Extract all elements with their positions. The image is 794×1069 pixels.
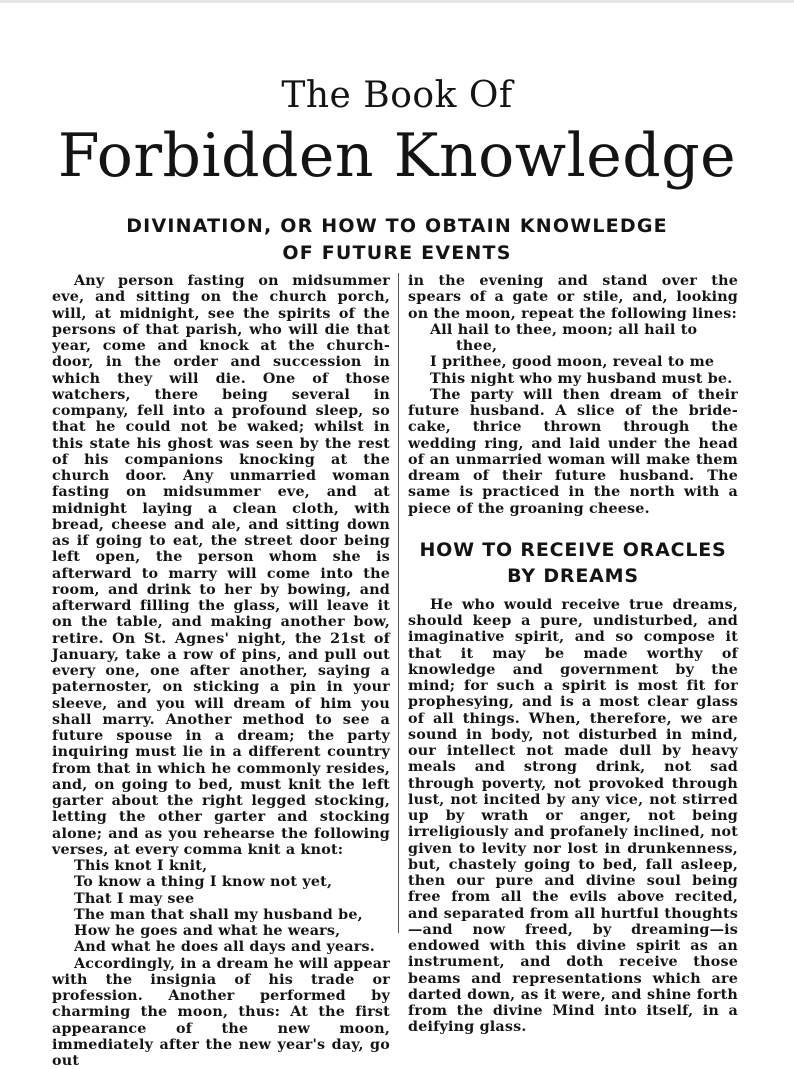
verse-line: This knot I knit, <box>74 858 390 874</box>
left-verse <box>52 858 390 956</box>
verse-line: This night who my husband must be. <box>430 371 738 387</box>
verse-line: The man that shall my husband be, <box>74 907 390 923</box>
verse-line: That I may see <box>74 891 390 907</box>
verse-line: All hail to thee, moon; all hail to <box>430 322 738 338</box>
right-paragraph-1: in the evening and stand over the spears of a gate or stile, and, looking on the moon, repeat the following lines: <box>408 273 738 322</box>
column-divider <box>398 273 399 933</box>
title-line-2: Forbidden Knowledge <box>0 118 794 194</box>
section-heading-line-1: HOW TO RECEIVE ORACLES <box>408 537 738 563</box>
verse-line: And what he does all days and years. <box>74 939 390 955</box>
scan-edge <box>0 0 794 3</box>
subtitle-line-1: DIVINATION, OR HOW TO OBTAIN KNOWLEDGE <box>0 213 794 240</box>
section-heading-line-2: BY DREAMS <box>408 563 738 589</box>
section-heading <box>408 537 738 589</box>
right-column <box>408 273 738 1036</box>
verse-line: thee, <box>430 338 738 354</box>
right-paragraph-2: The party will then dream of their future husband. A slice of the bride-cake, thrice thrown through the wedding ring, and laid under the head of an unmarried woman will make them dream of their future husband. The same is practiced in the north with a piece of the groaning cheese. <box>408 387 738 517</box>
right-verse <box>408 322 738 387</box>
verse-line: To know a thing I know not yet, <box>74 874 390 890</box>
right-paragraph-3: He who would receive true dreams, should keep a pure, undisturbed, and imaginative spirit, and so compose it that it may be made worthy of knowledge and government by the mind; for such a spirit is most fit for prophesying, and is a most clear glass of all things. When, therefore, we are sound in body, not disturbed in mind, our intellect not made dull by heavy meals and strong drink, not sad through poverty, not provoked through lust, not incited by any vice, not stirred up by wrath or anger, not being irreligiously and profanely inclined, not given to levity nor lost in drunkenness, but, chastely going to bed, fall asleep, then our pure and divine soul being free from all the evils above recited, and separated from all hurtful thoughts—and now freed, by dreaming—is endowed with this divine spirit as an instrument, and doth receive those beams and representations which are darted down, as it were, and shine forth from the divine Mind into itself, in a deifying glass. <box>408 597 738 1036</box>
verse-line: How he goes and what he wears, <box>74 923 390 939</box>
left-paragraph-1: Any person fasting on midsummer eve, and sitting on the church porch, will, at midnight, see the spirits of the persons of that parish, who will die that year, come and knock at the church-door, in the order and succession in which they will die. One of those watchers, there being several in company, fell into a profound sleep, so that he could not be waked; whilst in this state his ghost was seen by the rest of his companions knocking at the church door. Any unmarried woman fasting on midsummer eve, and at midnight laying a clean cloth, with bread, cheese and ale, and sitting down as if going to eat, the street door being left open, the person whom she is afterward to marry will come into the room, and drink to her by bowing, and afterward filling the glass, will leave it on the table, and making another bow, retire. On St. Agnes' night, the 21st of January, take a row of pins, and pull out every one, one after another, saying a paternoster, on sticking a pin in your sleeve, and you will dream of him you shall marry. Another method to see a future spouse in a dream; the party inquiring must lie in a different country from that in which he commonly resides, and, on going to bed, must knit the left garter about the right legged stocking, letting the other garter and stocking alone; and as you rehearse the following verses, at every comma knit a knot: <box>52 273 390 858</box>
verse-line: I prithee, good moon, reveal to me <box>430 354 738 370</box>
left-paragraph-2: Accordingly, in a dream he will appear with the insignia of his trade or profession. Another performed by charming the moon, thus: At the first appearance of the new moon, immediately after the new year's day, go out <box>52 956 390 1069</box>
left-column <box>52 273 390 1069</box>
title-line-1: The Book Of <box>0 74 794 118</box>
subtitle-line-2: OF FUTURE EVENTS <box>0 240 794 267</box>
section-subtitle <box>0 213 794 267</box>
